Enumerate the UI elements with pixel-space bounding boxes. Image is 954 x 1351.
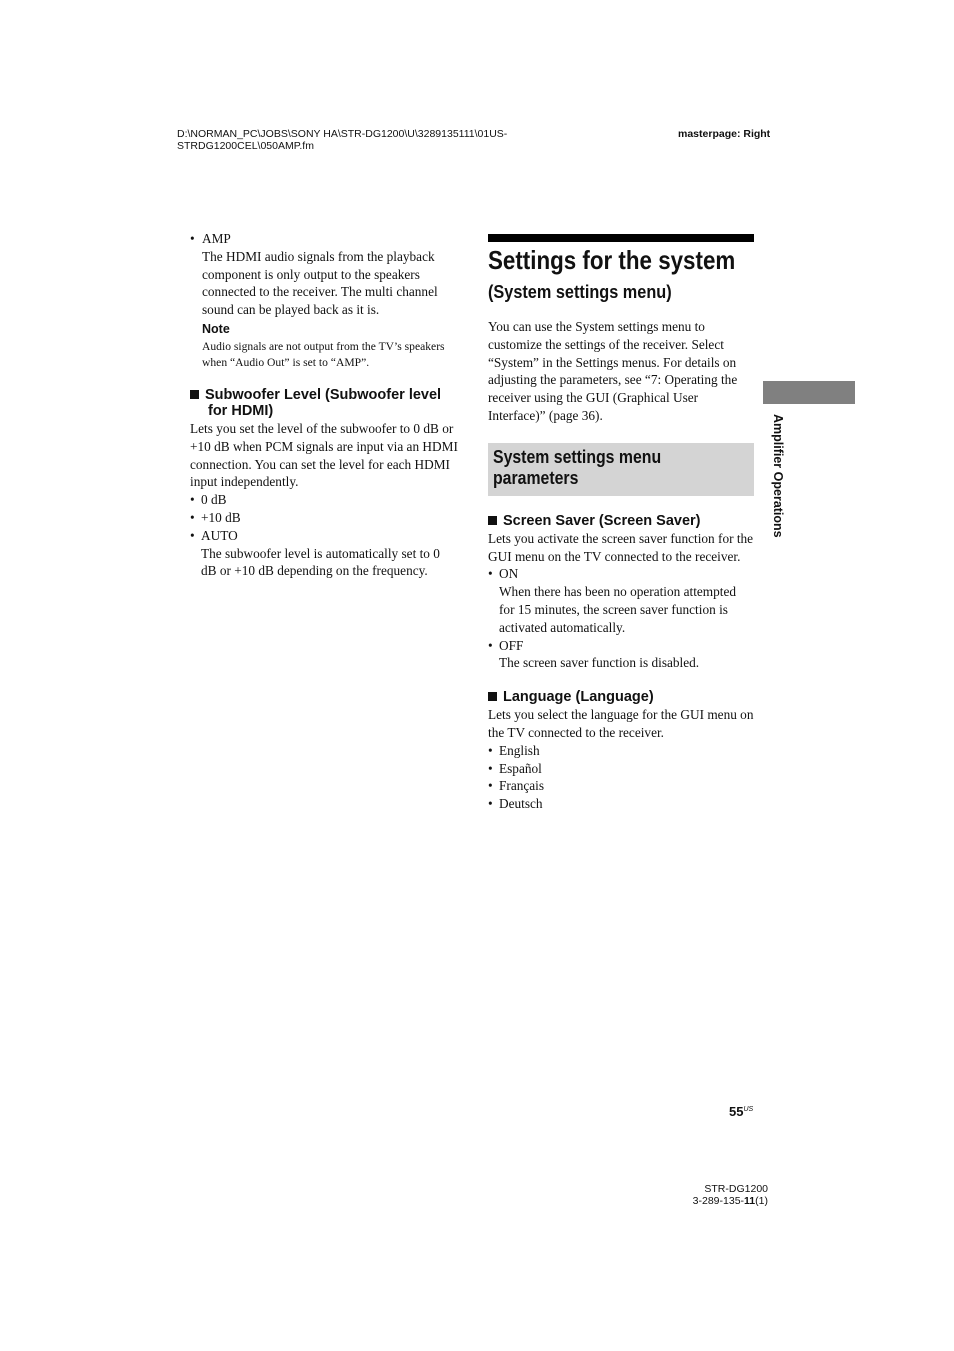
model-info [660,1183,768,1207]
square-bullet-icon [190,390,199,399]
masterpage-label: masterpage: Right [678,128,771,140]
parameters-box [488,443,754,496]
subwoofer-description: Lets you set the level of the subwoofer to 0 dB or +10 dB when PCM signals are input via an HDMI connection. You can set the level for each HDMI input independently. [190,420,458,490]
intro-paragraph: You can use the System settings menu to customize the settings of the receiver. Select “System” in the Settings menus. For details on adjusting the parameters, see “7: Operating the receiver using the GUI (Graphical User Interface)” (page 36). [488,319,738,423]
screen-saver-description: Lets you activate the screen saver function for the GUI menu on the TV connected to the receiver. [488,530,754,564]
list-item-language: • Español [488,760,754,778]
file-path-line2: STRDG1200CEL\050AMP.fm [177,140,314,152]
list-item: • +10 dB [190,509,458,527]
parameters-box-title: System settings menu parameters [493,446,662,489]
left-column [190,230,458,580]
auto-description: The subwoofer level is automatically set to 0 dB or +10 dB depending on the frequency. [201,545,440,579]
list-item-on: • ON [488,565,754,583]
list-item-language: • Deutsch [488,795,754,813]
file-path [177,128,557,152]
page-suffix: US [743,1106,754,1113]
list-item-language: • English [488,742,754,760]
note-title: Note [202,321,230,336]
section-tab [763,381,855,404]
section-tab-label: Amplifier Operations [771,414,785,538]
off-description: The screen saver function is disabled. [499,655,700,671]
page-subtitle: (System settings menu) [488,281,672,302]
list-item-off: • OFF [488,637,754,655]
language-heading: Language (Language) [488,689,754,705]
on-description: When there has been no operation attempted for 15 minutes, the screen saver function is activated automatically. [499,584,737,635]
square-bullet-icon [488,516,497,525]
title-rule [488,234,754,242]
screen-saver-heading: Screen Saver (Screen Saver) [488,513,754,529]
list-item: • 0 dB [190,491,458,509]
amp-description: The HDMI audio signals from the playback component is only output to the speakers connected to the receiver. The multi channel sound can be played back as it is. [202,248,438,318]
square-bullet-icon [488,692,497,701]
list-item-language: • Français [488,777,754,795]
model-name: STR-DG1200 [704,1183,768,1195]
page-number: $55^{US}$ [729,1104,754,1119]
subwoofer-heading: Subwoofer Level (Subwoofer level for HDMI) [190,387,458,419]
part-code: 3-289-135-11(1) [692,1195,768,1207]
list-item: • AUTO [190,527,458,545]
language-description: Lets you select the language for the GUI menu on the TV connected to the receiver. [488,707,754,740]
note-text: Audio signals are not output from the TV’s speakers when “Audio Out” is set to “AMP”. [202,339,445,369]
right-column [488,318,754,813]
page-title: Settings for the system [488,245,736,275]
list-item-amp: • AMP [190,230,458,248]
file-path-line1: D:\NORMAN_PC\JOBS\SONY HA\STR-DG1200\U\3289135111\01US- [177,128,508,140]
